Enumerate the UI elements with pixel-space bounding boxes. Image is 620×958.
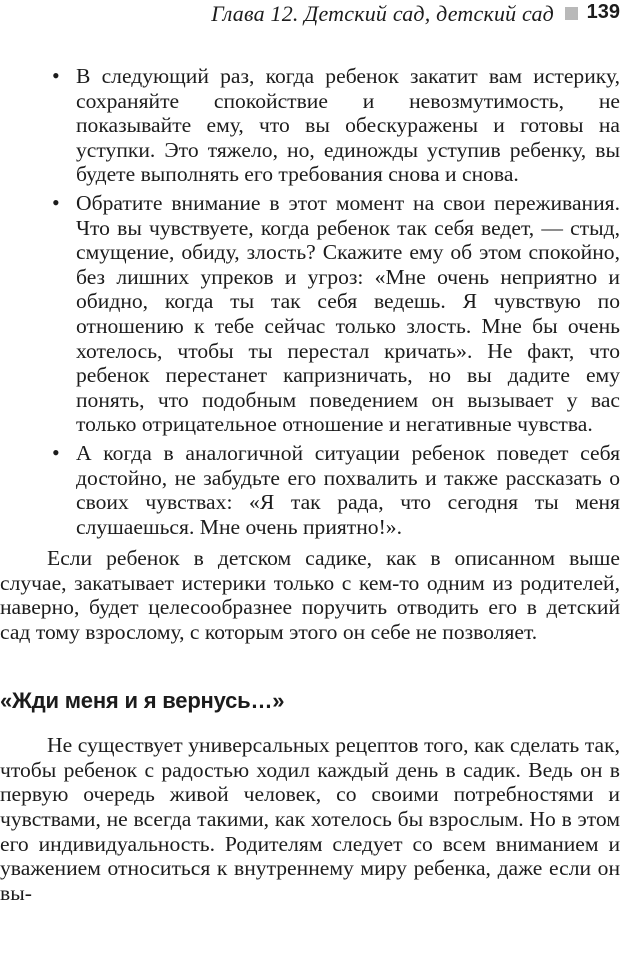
section-heading: «Жди меня и я вернусь…» <box>0 687 285 713</box>
page-header <box>0 0 620 34</box>
bullet-item <box>0 441 620 539</box>
page-number: 139 <box>586 1 620 23</box>
bullet-item <box>0 191 620 437</box>
bullet-item <box>0 64 620 187</box>
page-body <box>0 64 620 905</box>
bullet-text: А когда в аналогичной ситуации ребенок поведет себя достойно, не забудьте его похвалить и также рассказать о своих чувствах: «Я так рада, что сегодня ты меня слушаешься. Мне очень приятно!». <box>76 440 620 539</box>
bullet-icon: • <box>52 189 60 215</box>
bullet-text: В следующий раз, когда ребенок закатит вам истерику, сохраняйте спокойствие и невозмутимость, не показывайте ему, что вы обескуражены и готовы на уступки. Это тяжело, но, единожды уступив ребенку, вы будете выполнять его требования снова и снова. <box>76 64 620 187</box>
running-title: Глава 12. Детский сад, детский сад <box>211 1 554 26</box>
bullet-list <box>0 64 620 539</box>
bullet-text: Обратите внимание в этот момент на свои переживания. Что вы чувствуете, когда ребенок так себя ведет, — стыд, смущение, обиду, злость? Скажите ему об этом спокойно, без лишних упреков и угроз: «Мне очень неприятно и обидно, когда ты так себя ведешь. Я чувствую по отношению к тебе сейчас только злость. Мне бы очень хотелось, чтобы ты перестал кричать». Не факт, что ребенок перестанет капризничать, но вы дадите ему понять, что подобным поведением он вызывает у вас только отрицательное отношение и негативные чувства. <box>76 190 620 437</box>
header-square-marker <box>565 7 578 20</box>
body-paragraph: Не существует универсальных рецептов того, как сделать так, чтобы ребенок с радостью ходил каждый день в садик. Ведь он в первую очередь живой человек, со своими потребностями и чувствами, не всегда такими, как хотелось бы взрослым. Но в этом его индивидуальность. Родителям следует со всем вниманием и уважением относиться к внутреннему миру ребенка, даже если он вы- <box>0 733 620 905</box>
body-paragraph: Если ребенок в детском садике, как в описанном выше случае, закатывает истерики только с кем-то одним из родителей, наверно, будет целесообразнее поручить отводить его в детский сад тому взрослому, с которым этого он себе не позволяет. <box>0 546 620 645</box>
bullet-icon: • <box>52 63 60 88</box>
bullet-icon: • <box>52 439 60 465</box>
